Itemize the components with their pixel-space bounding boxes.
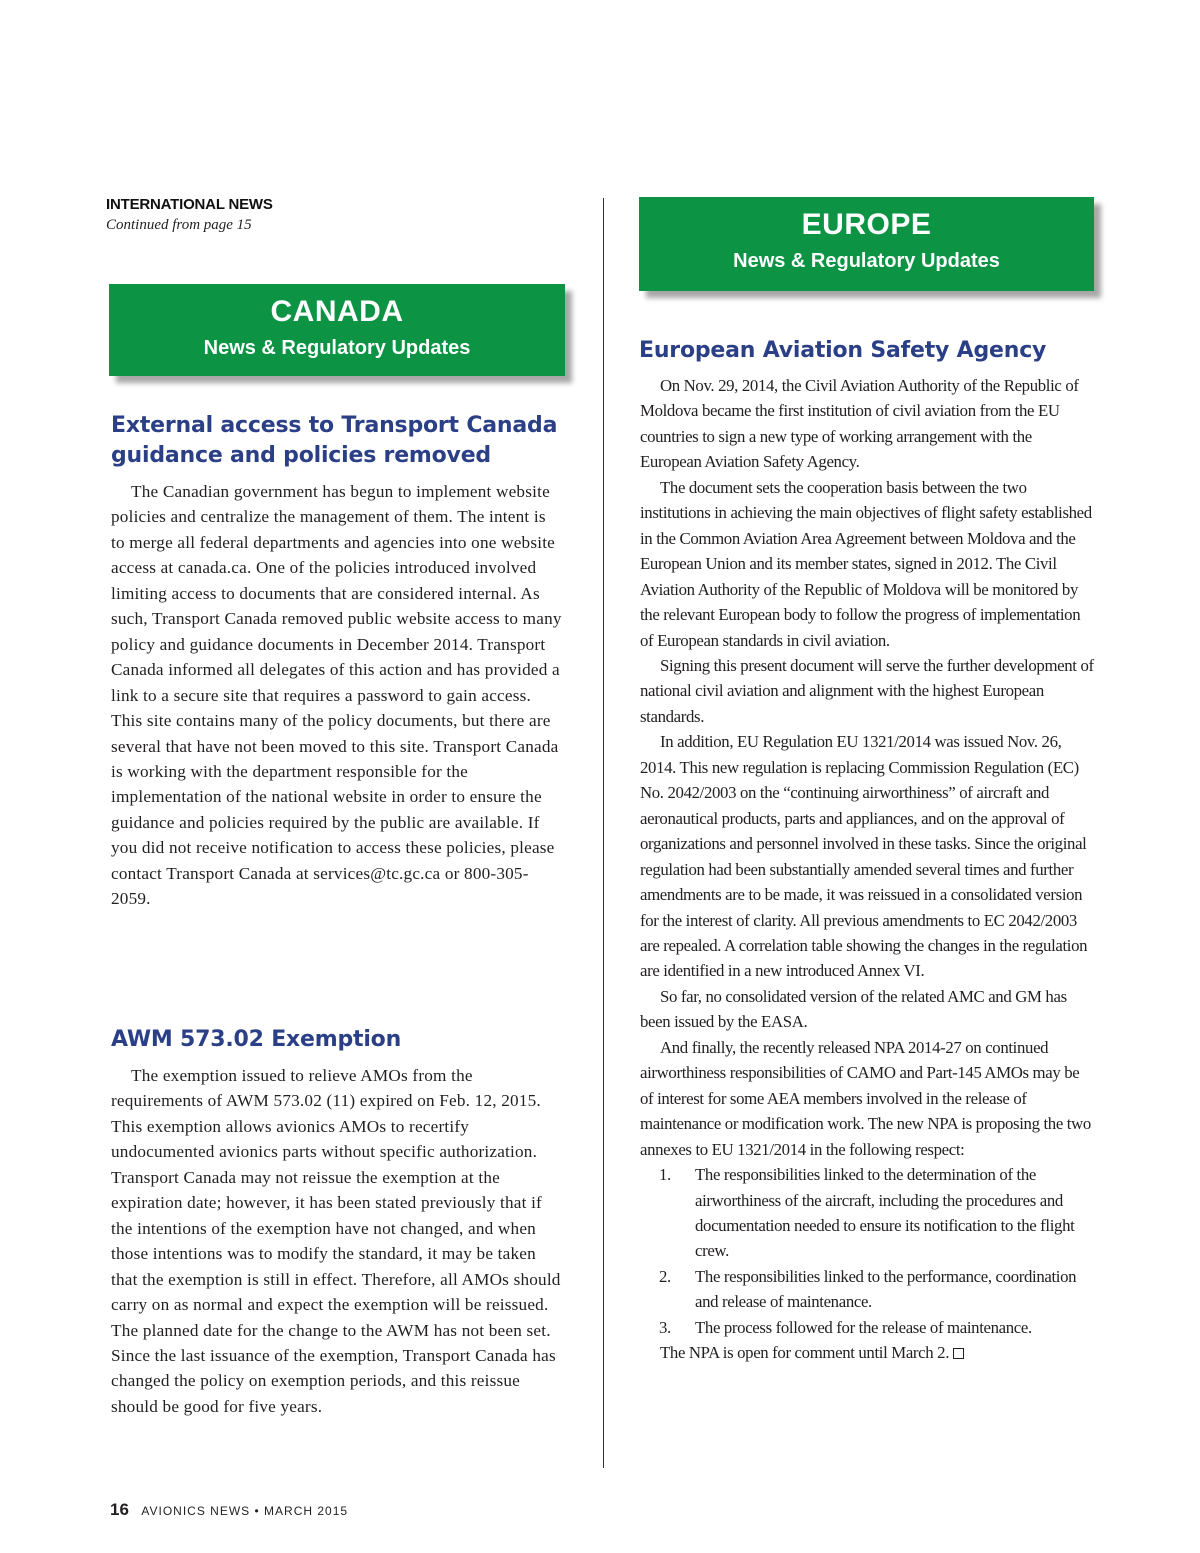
numbered-list xyxy=(640,1162,1095,1340)
body-paragraph: The Canadian government has begun to implement website policies and centralize the management of them. The intent is to merge all federal departments and agencies into one website access at canada.ca. One of the policies introduced involved limiting access to documents that are considered internal. As such, Transport Canada removed public website access to many policy and guidance documents in December 2014. Transport Canada informed all delegates of this action and has provided a link to a secure site that requires a password to gain access. This site contains many of the policy documents, but there are several that have not been moved to this site. Transport Canada is working with the department responsible for the implementation of the national website in order to ensure the guidance and policies required by the public are available. If you did not receive notification to access these policies, please contact Transport Canada at services@tc.gc.ca or 800-305-2059. xyxy=(111,482,562,909)
list-text: The responsibilities linked to the determination of the airworthiness of the aircraft, including the procedures and documentation needed to ensure its notification to the flight crew. xyxy=(695,1165,1075,1261)
list-text: The process followed for the release of maintenance. xyxy=(695,1317,1032,1337)
body-paragraph: In addition, EU Regulation EU 1321/2014 was issued Nov. 26, 2014. This new regulation is replacing Commission Regulation (EC) No. 2042/2003 on the “continuing airworthiness” of aircraft and aeronautical products, parts and appliances, and on the approval of organizations and personnel involved in these tasks. Since the original regulation had been substantially amended several times and further amendments are to be made, it was reissued in a consolidated version for the interest of clarity. All previous amendments to EC 2042/2003 are repealed. A correlation table showing the changes in the regulation are identified in a new introduced Annex VI. xyxy=(640,732,1088,981)
europe-article-heading: European Aviation Safety Agency xyxy=(639,338,1047,363)
body-paragraph: On Nov. 29, 2014, the Civil Aviation Authority of the Republic of Moldova became the first institution of civil aviation from the EU countries to sign a new type of working arrangement with the European Aviation Safety Agency. xyxy=(640,376,1079,472)
continued-note: Continued from page 15 xyxy=(106,217,252,233)
section-label: INTERNATIONAL NEWS xyxy=(106,196,273,213)
list-item xyxy=(640,1264,1095,1315)
canada-article2-heading: AWM 573.02 Exemption xyxy=(111,1027,402,1052)
canada-article2-body xyxy=(111,1063,563,1419)
europe-banner-subtitle: News & Regulatory Updates xyxy=(733,250,1000,272)
canada-banner xyxy=(109,284,565,376)
list-item xyxy=(640,1162,1095,1264)
heading-line: guidance and policies removed xyxy=(111,443,491,468)
body-paragraph: The document sets the cooperation basis between the two institutions in achieving the main objectives of flight safety established in the Common Aviation Area Agreement between Moldova and the European Union and its member states, signed in 2012. The Civil Aviation Authority of the Republic of Moldova will be monitored by the relevant European body to follow the progress of implementation of European standards in civil aviation. xyxy=(640,477,1092,650)
list-number: 3. xyxy=(659,1317,671,1337)
end-mark-icon xyxy=(953,1348,964,1359)
list-text: The responsibilities linked to the performance, coordination and release of maintenance. xyxy=(695,1266,1077,1312)
body-paragraph: So far, no consolidated version of the related AMC and GM has been issued by the EASA. xyxy=(640,986,1067,1032)
europe-article-body xyxy=(640,373,1095,1366)
list-number: 1. xyxy=(659,1165,671,1185)
column-divider xyxy=(603,198,604,1468)
closing-text: The NPA is open for comment until March 2. xyxy=(660,1343,950,1363)
page-number: 16 xyxy=(110,1500,129,1519)
europe-banner-title: EUROPE xyxy=(801,208,932,241)
list-number: 2. xyxy=(659,1266,671,1286)
body-paragraph: And finally, the recently released NPA 2014-27 on continued airworthiness responsibilities of CAMO and Part-145 AMOs may be of interest for some AEA members involved in the release of maintenance or modification work. The new NPA is proposing the two annexes to EU 1321/2014 in the following respect: xyxy=(640,1037,1091,1159)
canada-article1-body xyxy=(111,479,563,912)
europe-banner xyxy=(639,197,1094,291)
canada-banner-title: CANADA xyxy=(270,295,404,328)
page-footer xyxy=(110,1500,348,1520)
body-paragraph: Signing this present document will serve the further development of national civil aviation and alignment with the highest European standards. xyxy=(640,655,1094,726)
list-item xyxy=(640,1315,1095,1340)
heading-line: External access to Transport Canada xyxy=(111,413,558,438)
closing-paragraph xyxy=(640,1340,1095,1365)
canada-article1-heading xyxy=(111,411,557,471)
canada-banner-subtitle: News & Regulatory Updates xyxy=(203,337,471,359)
publication-info: AVIONICS NEWS • MARCH 2015 xyxy=(141,1504,349,1518)
body-paragraph: The exemption issued to relieve AMOs from the requirements of AWM 573.02 (11) expired on Feb. 12, 2015. This exemption allows avionics AMOs to recertify undocumented avionics parts without specific authorization. Transport Canada may not reissue the exemption at the expiration date; however, it has been stated previously that if the intentions of the exemption have not changed, and when those intentions was to modify the standard, it may be taken that the exemption is still in effect. Therefore, all AMOs should carry on as normal and expect the exemption will be reissued. The planned date for the change to the AWM has not been set. Since the last issuance of the exemption, Transport Canada has changed the policy on exemption periods, and this reissue should be good for five years. xyxy=(111,1066,561,1416)
